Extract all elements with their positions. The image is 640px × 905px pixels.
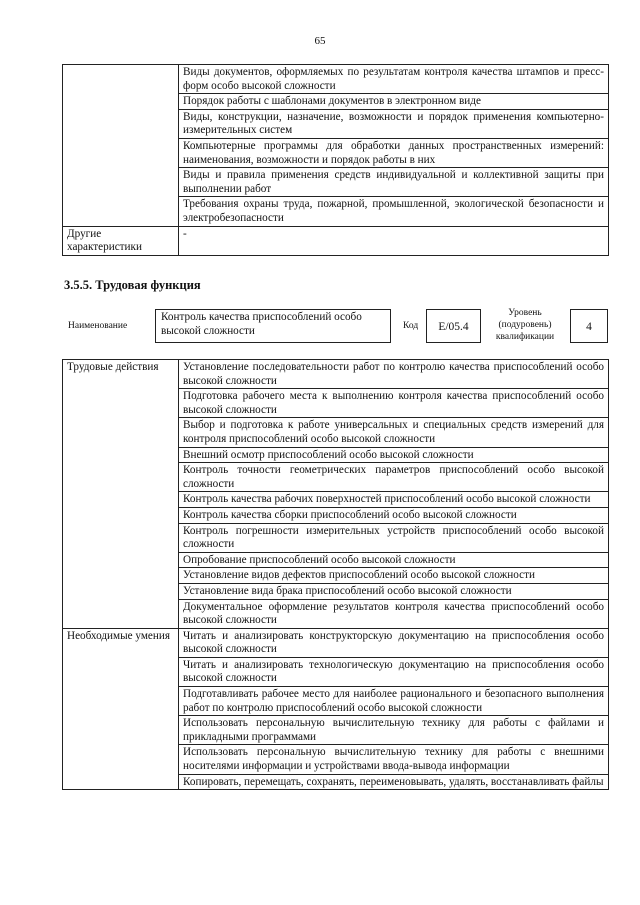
skill-item: Читать и анализировать конструкторскую документацию на приспособления особо высокой сложности <box>179 628 609 657</box>
qualification-level-box: 4 <box>570 309 608 343</box>
table-row <box>63 65 609 94</box>
labor-action-item: Документальное оформление результатов контроля качества приспособлений особо высокой сложности <box>179 599 609 628</box>
other-characteristics-label: Другие характеристики <box>63 226 179 255</box>
labor-action-item: Контроль погрешности измерительных устройств приспособлений особо высокой сложности <box>179 523 609 552</box>
knowledge-item: Требования охраны труда, пожарной, промышленной, экологической безопасности и электробезопасности <box>179 197 609 226</box>
required-skills-label: Необходимые умения <box>63 628 179 790</box>
labor-action-item: Подготовка рабочего места к выполнению контроля качества приспособлений особо высокой сложности <box>179 389 609 418</box>
table-row <box>63 226 609 255</box>
skill-item: Читать и анализировать технологическую документацию на приспособления особо высокой сложности <box>179 657 609 686</box>
knowledge-item: Виды и правила применения средств индивидуальной и коллективной защиты при выполнении работ <box>179 168 609 197</box>
section-title: 3.5.5. Трудовая функция <box>64 278 201 292</box>
skill-item: Использовать персональную вычислительную технику для работы с внешними носителями информации и устройствами ввода-вывода информации <box>179 745 609 774</box>
page-number: 65 <box>314 35 326 47</box>
code-label: Код <box>403 321 419 331</box>
knowledge-item: Виды, конструкции, назначение, возможности и порядок применения компьютерно-измерительных систем <box>179 109 609 138</box>
labor-action-item: Установление последовательности работ по контролю качества приспособлений особо высокой сложности <box>179 360 609 389</box>
skill-item: Подготавливать рабочее место для наиболее рационального и безопасного выполнения работ по контролю приспособлений особо высокой сложности <box>179 687 609 716</box>
knowledge-item: Виды документов, оформляемых по результатам контроля качества штампов и пресс-форм особо высокой сложности <box>179 65 609 94</box>
row-label-empty <box>63 65 179 227</box>
skill-item: Использовать персональную вычислительную технику для работы с файлами и прикладными программами <box>179 716 609 745</box>
knowledge-item: Компьютерные программы для обработки данных пространственных измерений: наименования, возможности и порядок работы в них <box>179 138 609 167</box>
skill-item: Копировать, перемещать, сохранять, переименовывать, удалять, восстанавливать файлы <box>179 774 609 790</box>
name-label: Наименование <box>68 321 128 331</box>
function-name-box: Контроль качества приспособлений особо высокой сложности <box>155 309 391 343</box>
knowledge-continuation-table <box>62 64 609 256</box>
labor-action-item: Контроль точности геометрических параметров приспособлений особо высокой сложности <box>179 463 609 492</box>
labor-function-header <box>62 305 608 347</box>
labor-action-item: Опробование приспособлений особо высокой сложности <box>179 552 609 568</box>
labor-action-item: Внешний осмотр приспособлений особо высокой сложности <box>179 447 609 463</box>
knowledge-item: Порядок работы с шаблонами документов в электронном виде <box>179 94 609 110</box>
labor-action-item: Установление вида брака приспособлений особо высокой сложности <box>179 583 609 599</box>
table-row <box>63 628 609 657</box>
labor-function-table <box>62 359 609 790</box>
labor-action-item: Выбор и подготовка к работе универсальных и специальных средств измерений для контроля приспособлений особо высокой сложности <box>179 418 609 447</box>
code-value-box: E/05.4 <box>426 309 481 343</box>
labor-actions-label: Трудовые действия <box>63 360 179 629</box>
table-row <box>63 360 609 389</box>
other-characteristics-value: - <box>179 226 609 255</box>
labor-action-item: Контроль качества сборки приспособлений особо высокой сложности <box>179 507 609 523</box>
labor-action-item: Установление видов дефектов приспособлений особо высокой сложности <box>179 568 609 584</box>
labor-action-item: Контроль качества рабочих поверхностей приспособлений особо высокой сложности <box>179 492 609 508</box>
qualification-level-label: Уровень (подуровень) квалификации <box>495 308 555 342</box>
